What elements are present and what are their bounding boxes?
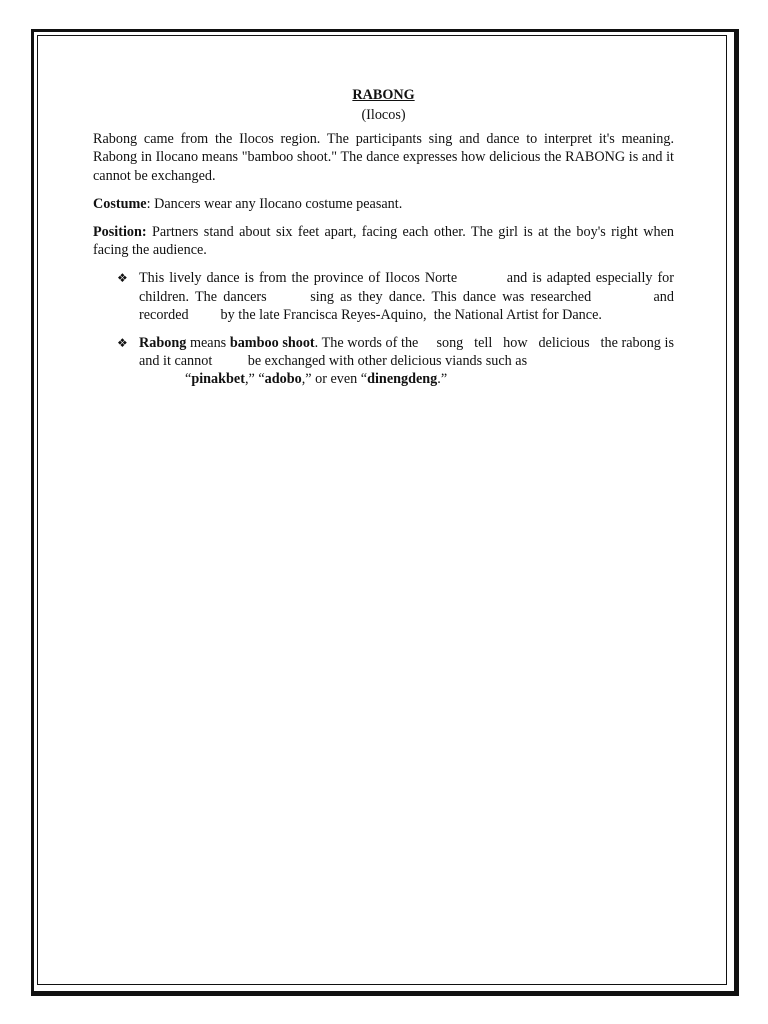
bullet-bold-bamboo-shoot: bamboo shoot — [229, 335, 315, 352]
bullet-text: . The words of the song tell how delicious the rabong is and it cannot be exchanged with other delicious viands such as — [139, 335, 674, 370]
intro-paragraph: Rabong came from the Ilocos region. The participants sing and dance to interpret it's meaning. Rabong in Ilocano means "bamboo shoot." The dance expresses how delicious the RABONG is and it cannot be exchanged. — [93, 131, 674, 184]
bullet-list — [93, 269, 674, 388]
list-item — [117, 334, 674, 389]
quote-sep: ,” or even “ — [301, 371, 368, 388]
costume-label: Costume — [93, 195, 147, 212]
costume-text: : Dancers wear any Ilocano costume peasant. — [146, 195, 403, 212]
viands-line — [139, 370, 674, 388]
document-body — [93, 86, 674, 399]
quote-sep: ,” “ — [244, 371, 265, 388]
diamond-bullet-icon: ❖ — [117, 271, 128, 286]
document-title: RABONG — [352, 87, 415, 103]
costume-paragraph — [93, 195, 674, 213]
viand-adobo: adobo — [264, 371, 302, 388]
diamond-bullet-icon: ❖ — [117, 336, 128, 351]
document-subtitle: (Ilocos) — [361, 107, 406, 123]
viand-pinakbet: pinakbet — [191, 371, 245, 388]
quote-open: “ — [185, 371, 192, 388]
viand-dinengdeng: dinengdeng — [367, 371, 438, 388]
position-label: Position: — [93, 224, 147, 241]
bullet-bold-rabong: Rabong — [139, 335, 187, 352]
list-item — [117, 269, 674, 324]
quote-close: .” — [437, 371, 448, 388]
position-paragraph — [93, 223, 674, 259]
bullet-text: This lively dance is from the province of Ilocos Norte and is adapted especially for children. The dancers sing as they dance. This dance was researched and recorded by the late Francisca Reyes-Aquino, the National Artist for Dance. — [139, 270, 674, 323]
bullet-text: means — [186, 335, 230, 352]
position-text: Partners stand about six feet apart, facing each other. The girl is at the boy's right when facing the audience. — [93, 224, 674, 259]
